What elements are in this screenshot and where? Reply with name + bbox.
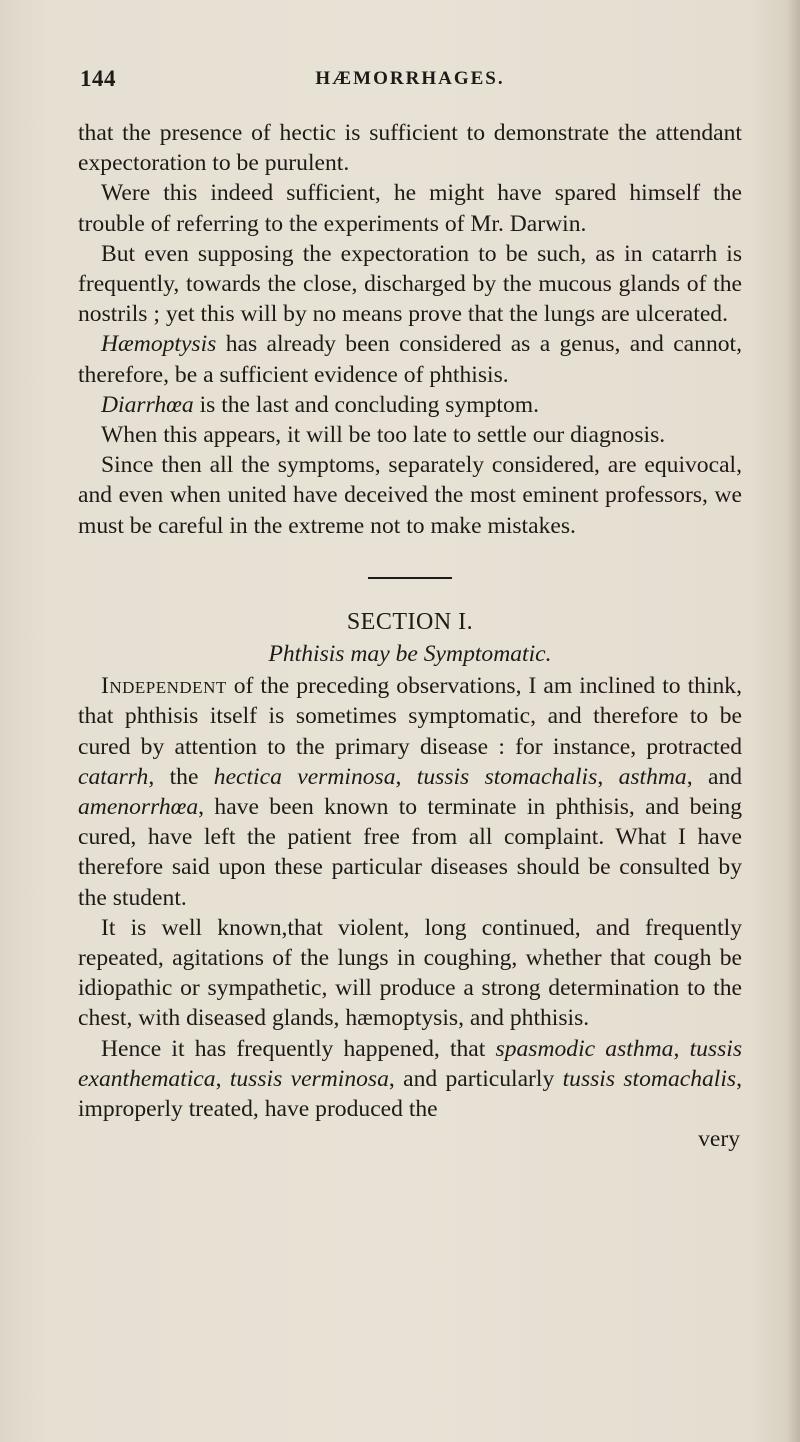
term-italic: Diarrhœa [101,391,194,418]
page-number: 144 [80,66,116,91]
lead-word: Independent [101,673,227,700]
paragraph: When this appears, it will be too late to settle our diagnosis. [101,422,666,449]
section-heading: SECTION I. [346,608,474,635]
term-italic: Hæmoptysis [101,331,217,358]
paragraph: that the presence of hectic is sufficient to demonstrate the attendant expectoration to be purulent. [78,120,742,177]
running-title: HÆMORRHAGES. [315,68,505,89]
catchword: very [698,1126,740,1153]
paragraph: But even supposing the expectoration to be such, as in catarrh is frequently, towards the close, discharged by the mucous glands of the nostrils ; yet this will by no means prove that the lungs are ulcerated. [78,240,742,328]
paragraph: Independent of the preceding observations, I am inclined to think, that phthisis itself is sometimes symptomatic, and therefore to be cured by attention to the primary disease : for instance, protracted catarrh, the hectica verminosa, tussis stomachalis, asthma, and amenorrhœa, have been known to terminate in phthisis, and being cured, have left the patient free from all complaint. What I have therefore said upon these particular diseases should be consulted by the student. [78,673,743,911]
paragraph: Were this indeed sufficient, he might have spared himself the trouble of referring to the experiments of Mr. Darwin. [78,180,742,237]
page-body [78,118,742,1155]
paragraph: Hence it has frequently happened, that spasmodic asthma, tussis exanthematica, tussis verminosa, and particularly tussis stomachalis, improperly treated, have produced the [78,1035,743,1123]
paragraph: Diarrhœa is the last and concluding symptom. [101,391,540,418]
paragraph: Since then all the symptoms, separately considered, are equivocal, and even when united have deceived the most eminent professors, we must be careful in the extreme not to make mistakes. [78,452,742,539]
section-subtitle: Phthisis may be Symptomatic. [268,641,552,668]
divider-rule [368,577,452,579]
paragraph: It is well known,that violent, long continued, and frequently repeated, agitations of the lungs in coughing, whether that cough be idiopathic or sympathetic, will produce a strong determination to the chest, with diseased glands, hæmoptysis, and phthisis. [78,914,742,1032]
paragraph: Hæmoptysis has already been considered as a genus, and cannot, therefore, be a sufficient evidence of phthisis. [78,331,742,388]
page-edge-shadow [786,0,800,1442]
running-head [80,66,740,96]
section-divider [78,541,742,601]
